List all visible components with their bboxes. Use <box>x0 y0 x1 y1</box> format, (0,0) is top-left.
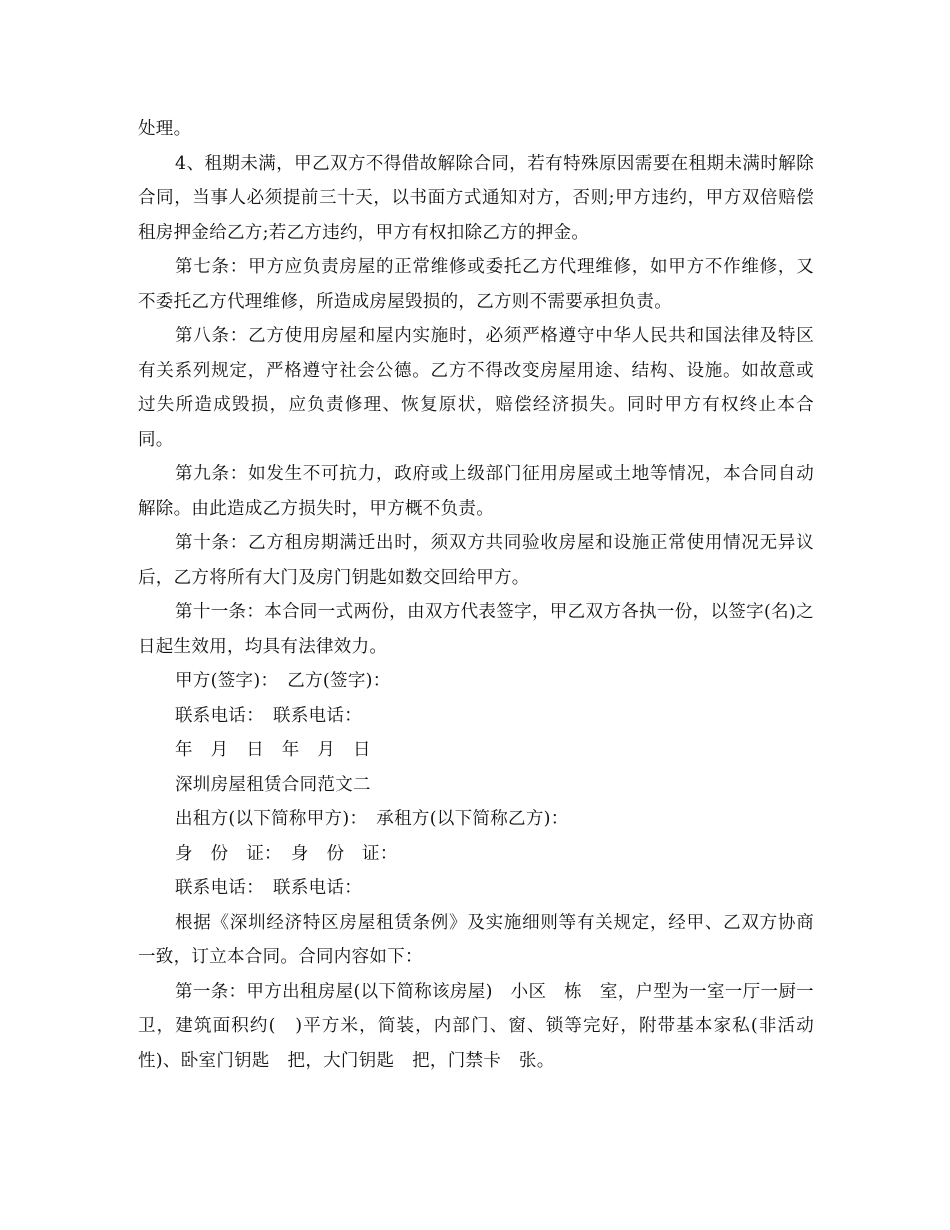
section-title: 深圳房屋租赁合同范文二 <box>175 774 371 795</box>
date-line: 年 月 日 年 月 日 <box>175 740 371 760</box>
paragraph-article-11: 第十一条：本合同一式两份，由双方代表签字，甲乙双方各执一份，以签字(名)之日起生效用，均具有法律效力。 <box>138 602 814 657</box>
phone-line-2: 联系电话： 联系电话： <box>175 878 363 898</box>
paragraph-clause-4: 4、租期未满，甲乙双方不得借故解除合同，若有特殊原因需要在租期未满时解除合同，当事人必须提前三十天，以书面方式通知对方，否则;甲方违约，甲方双倍赔偿租房押金给乙方;若乙方违约，甲方有权扣除乙方的押金。 <box>138 153 814 243</box>
paragraph-continuation: 处理。 <box>138 119 192 139</box>
paragraph-article-7: 第七条：甲方应负责房屋的正常维修或委托乙方代理维修，如甲方不作维修，又不委托乙方代理维修，所造成房屋毁损的，乙方则不需要承担负责。 <box>138 257 814 312</box>
paragraph-article-8: 第八条：乙方使用房屋和屋内实施时，必须严格遵守中华人民共和国法律及特区有关系列规定，严格遵守社会公德。乙方不得改变房屋用途、结构、设施。如故意或过失所造成毁损，应负责修理、恢复原状，赔偿经济损失。同时甲方有权终止本合同。 <box>138 326 814 450</box>
paragraph-article-9: 第九条：如发生不可抗力，政府或上级部门征用房屋或土地等情况，本合同自动解除。由此造成乙方损失时，甲方概不负责。 <box>138 464 814 519</box>
id-card-line: 身 份 证： 身 份 证： <box>175 843 398 864</box>
paragraph-article-10: 第十条：乙方租房期满迁出时，须双方共同验收房屋和设施正常使用情况无异议后，乙方将所有大门及房门钥匙如数交回给甲方。 <box>138 533 814 588</box>
parties-line: 出租方(以下简称甲方)： 承租方(以下简称乙方)： <box>175 809 569 829</box>
paragraph-article-1: 第一条：甲方出租房屋(以下简称该房屋) 小区 栋 室，户型为一室一厅一厨一卫，建筑面积约( )平方米，简装，内部门、窗、锁等完好，附带基本家私(非活动性)、卧室门钥匙 把，大门钥匙 把，门禁卡 张。 <box>138 981 814 1071</box>
signature-line: 甲方(签字)： 乙方(签字)： <box>175 671 391 691</box>
phone-line: 联系电话： 联系电话： <box>175 705 363 726</box>
paragraph-preamble: 根据《深圳经济特区房屋租赁条例》及实施细则等有关规定，经甲、乙双方协商一致，订立本合同。合同内容如下： <box>138 912 814 967</box>
document-page <box>138 112 814 1078</box>
